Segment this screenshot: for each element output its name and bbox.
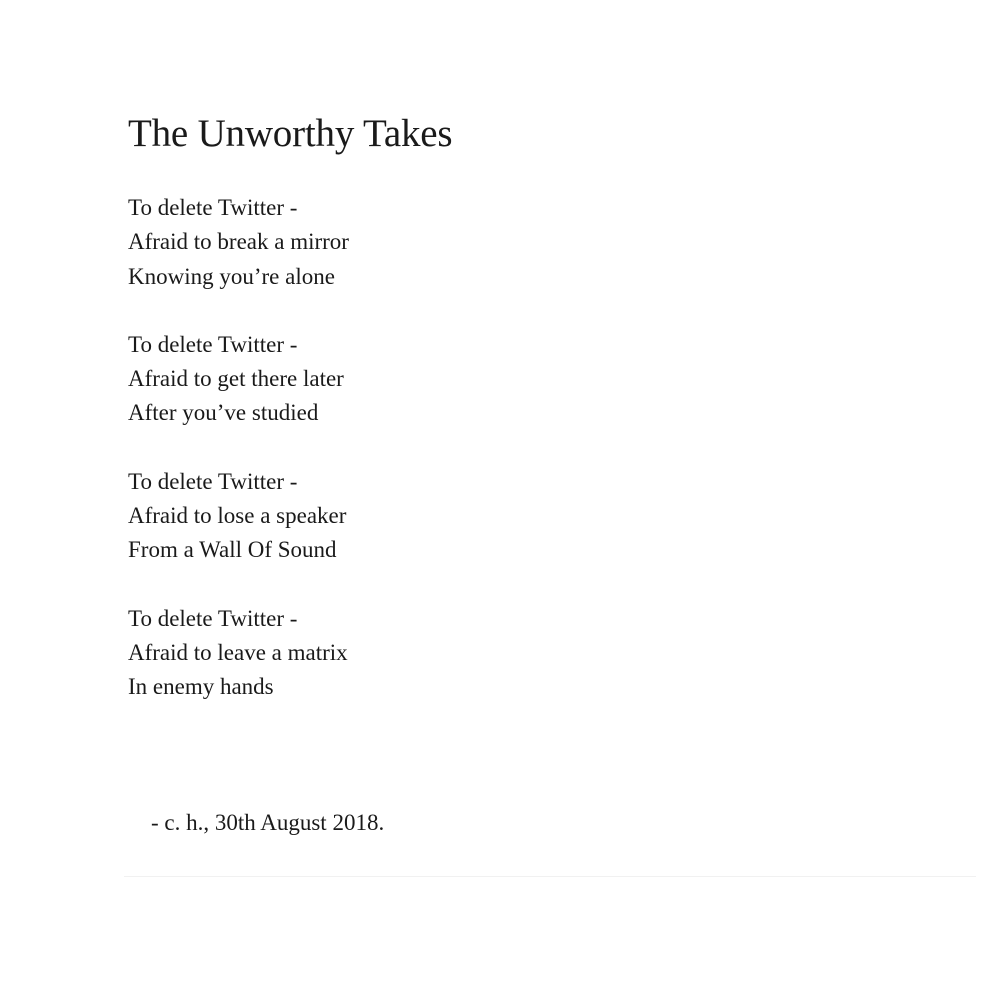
poem-line: Afraid to get there later [128,366,344,392]
poem-body [128,191,888,705]
poem-line: In enemy hands [128,674,274,700]
poem-container [128,108,888,705]
poem-line: To delete Twitter - [128,605,298,631]
poem-line: Afraid to lose a speaker [128,503,347,529]
poem-line: From a Wall Of Sound [128,537,337,563]
poem-line: To delete Twitter - [128,331,298,357]
stanza-2 [128,328,888,431]
stanza-3 [128,465,888,568]
stanza-4 [128,602,888,705]
poem-line: To delete Twitter - [128,468,298,494]
divider [124,876,976,877]
poem-line: Afraid to break a mirror [128,229,349,255]
stanza-1 [128,191,888,294]
poem-line: To delete Twitter - [128,195,298,220]
poem-line: Knowing you’re alone [128,263,335,289]
poem-line: After you’ve studied [128,400,319,426]
poem-signature: - c. h., 30th August 2018. [151,810,385,835]
poem-line: Afraid to leave a matrix [128,639,348,665]
poem-title: The Unworthy Takes [128,112,453,155]
